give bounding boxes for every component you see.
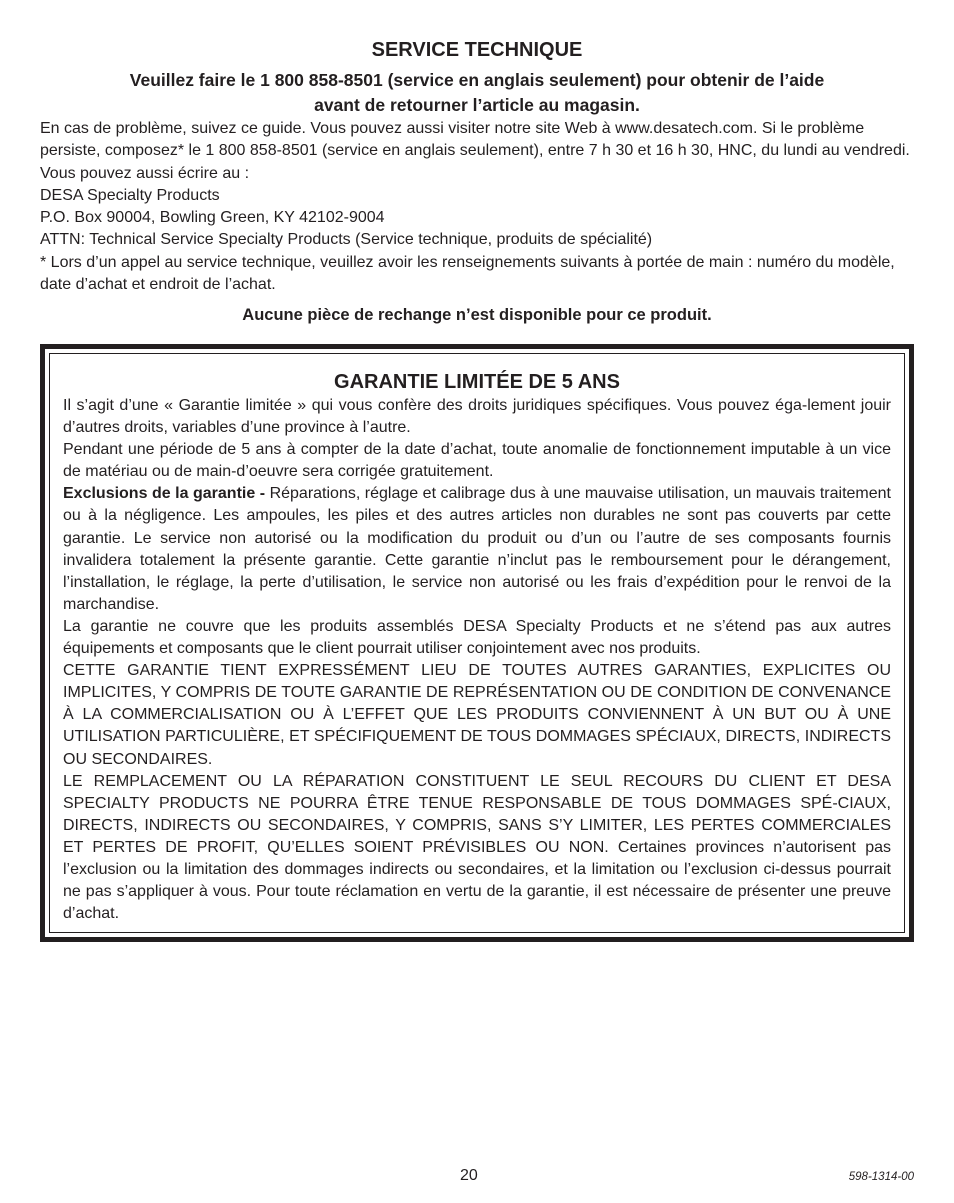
service-paragraph: En cas de problème, suivez ce guide. Vous pouvez aussi visiter notre site Web à www.desatech.com. Si le problème persiste, composez* le 1 800 858-8501 (service en anglais seulement), entre 7 h 30 et 16 h 30, HNC, du lundi au vendredi. Vous pouvez aussi écrire au : <box>40 120 910 182</box>
warranty-paragraph-remedy: LE REMPLACEMENT OU LA RÉPARATION CONSTITUENT LE SEUL RECOURS DU CLIENT ET DESA SPECIALTY PRODUCTS NE POURRA ÊTRE TENUE RESPONSABLE DE TOUS DOMMAGES SPÉ-CIAUX, DIRECTS, INDIRECTS OU SECONDAIRES, Y COMPRIS, SANS S’Y LIMITER, LES PERTES COMMERCIALES ET PERTES DE PROFIT, QU’ELLES SOIENT PRÉVISIBLES OU NON. Certaines provinces n’autorisent pas l’exclusion ou la limitation des dommages indirects ou secondaires, et la limitation ou l’exclusion ci-dessus pourrait ne pas s’appliquer à vous. Pour toute réclamation en vertu de la garantie, il est nécessaire de présenter une preuve d’achat. <box>63 772 891 923</box>
warranty-title: GARANTIE LIMITÉE DE 5 ANS <box>334 371 620 393</box>
exclusions-label: Exclusions de la garantie - <box>63 485 266 503</box>
service-subtitle-line-2: avant de retourner l’article au magasin. <box>314 95 640 115</box>
service-footnote: * Lors d’un appel au service technique, veuillez avoir les renseignements suivants à portée de main : numéro du modèle, date d’achat et endroit de l’achat. <box>40 253 895 294</box>
warranty-paragraph-period: Pendant une période de 5 ans à compter de la date d’achat, toute anomalie de fonctionnement imputable à un vice de matériau ou de main-d’oeuvre sera corrigée gratuitement. <box>63 441 891 481</box>
page-number: 20 <box>460 1167 478 1184</box>
service-subtitle-line-1: Veuillez faire le 1 800 858-8501 (service en anglais seulement) pour obtenir de l’aide <box>129 70 825 90</box>
warranty-inner-frame <box>49 353 905 933</box>
warranty-paragraph-exclusions <box>63 483 891 616</box>
exclusions-text: Réparations, réglage et calibrage dus à une mauvaise utilisation, un mauvais traitement ou à la négligence. Les ampoules, les piles et des autres articles non durables ne sont pas couverts par cette garantie. Le service non autorisé ou la modification du produit ou d’un ou l’autre de ses composants fournis invalidera totalement la présente garantie. Cette garantie n’inclut pas le remboursement pour le dérangement, l’installation, le réglage, la perte d’utilisation, le service non autorisé ou les frais d’expédition pour le renvoi de la marchandise. <box>63 485 891 613</box>
warranty-paragraph-coverage: La garantie ne couvre que les produits assemblés DESA Specialty Products et ne s’étend pas aux autres équipements et composants que le client pourrait utiliser conjointement avec nos produits. <box>63 617 891 658</box>
document-code: 598-1314-00 <box>848 1171 914 1183</box>
warranty-box <box>40 344 914 942</box>
service-technique-section <box>40 38 914 326</box>
address-line-po-box: P.O. Box 90004, Bowling Green, KY 42102-9004 <box>40 209 385 227</box>
warranty-paragraph-disclaimer: CETTE GARANTIE TIENT EXPRESSÉMENT LIEU DE TOUTES AUTRES GARANTIES, EXPLICITES OU IMPLICITES, Y COMPRIS DE TOUTE GARANTIE DE REPRÉSENTATION OU DE CONDITION DE CONVENANCE À LA COMMERCIALISATION OU À L’EFFET QUE LES PRODUITS CONVIENNENT À UN BUT OU À UNE UTILISATION PARTICULIÈRE, ET SPÉCIFIQUEMENT DE TOUS DOMMAGES SPÉCIAUX, DIRECTS, INDIRECTS OU SECONDAIRES. <box>63 662 891 768</box>
no-replacement-parts-notice: Aucune pièce de rechange n’est disponible pour ce produit. <box>242 306 712 325</box>
address-line-attn: ATTN: Technical Service Specialty Products (Service technique, produits de spécialité) <box>40 231 653 249</box>
service-title: SERVICE TECHNIQUE <box>371 39 583 61</box>
address-line-company: DESA Specialty Products <box>40 186 220 204</box>
warranty-paragraph-intro: Il s’agit d’une « Garantie limitée » qui vous confère des droits juridiques spécifiques. Vous pouvez éga-lement jouir d’autres droits, variables d’une province à l’autre. <box>63 397 891 437</box>
